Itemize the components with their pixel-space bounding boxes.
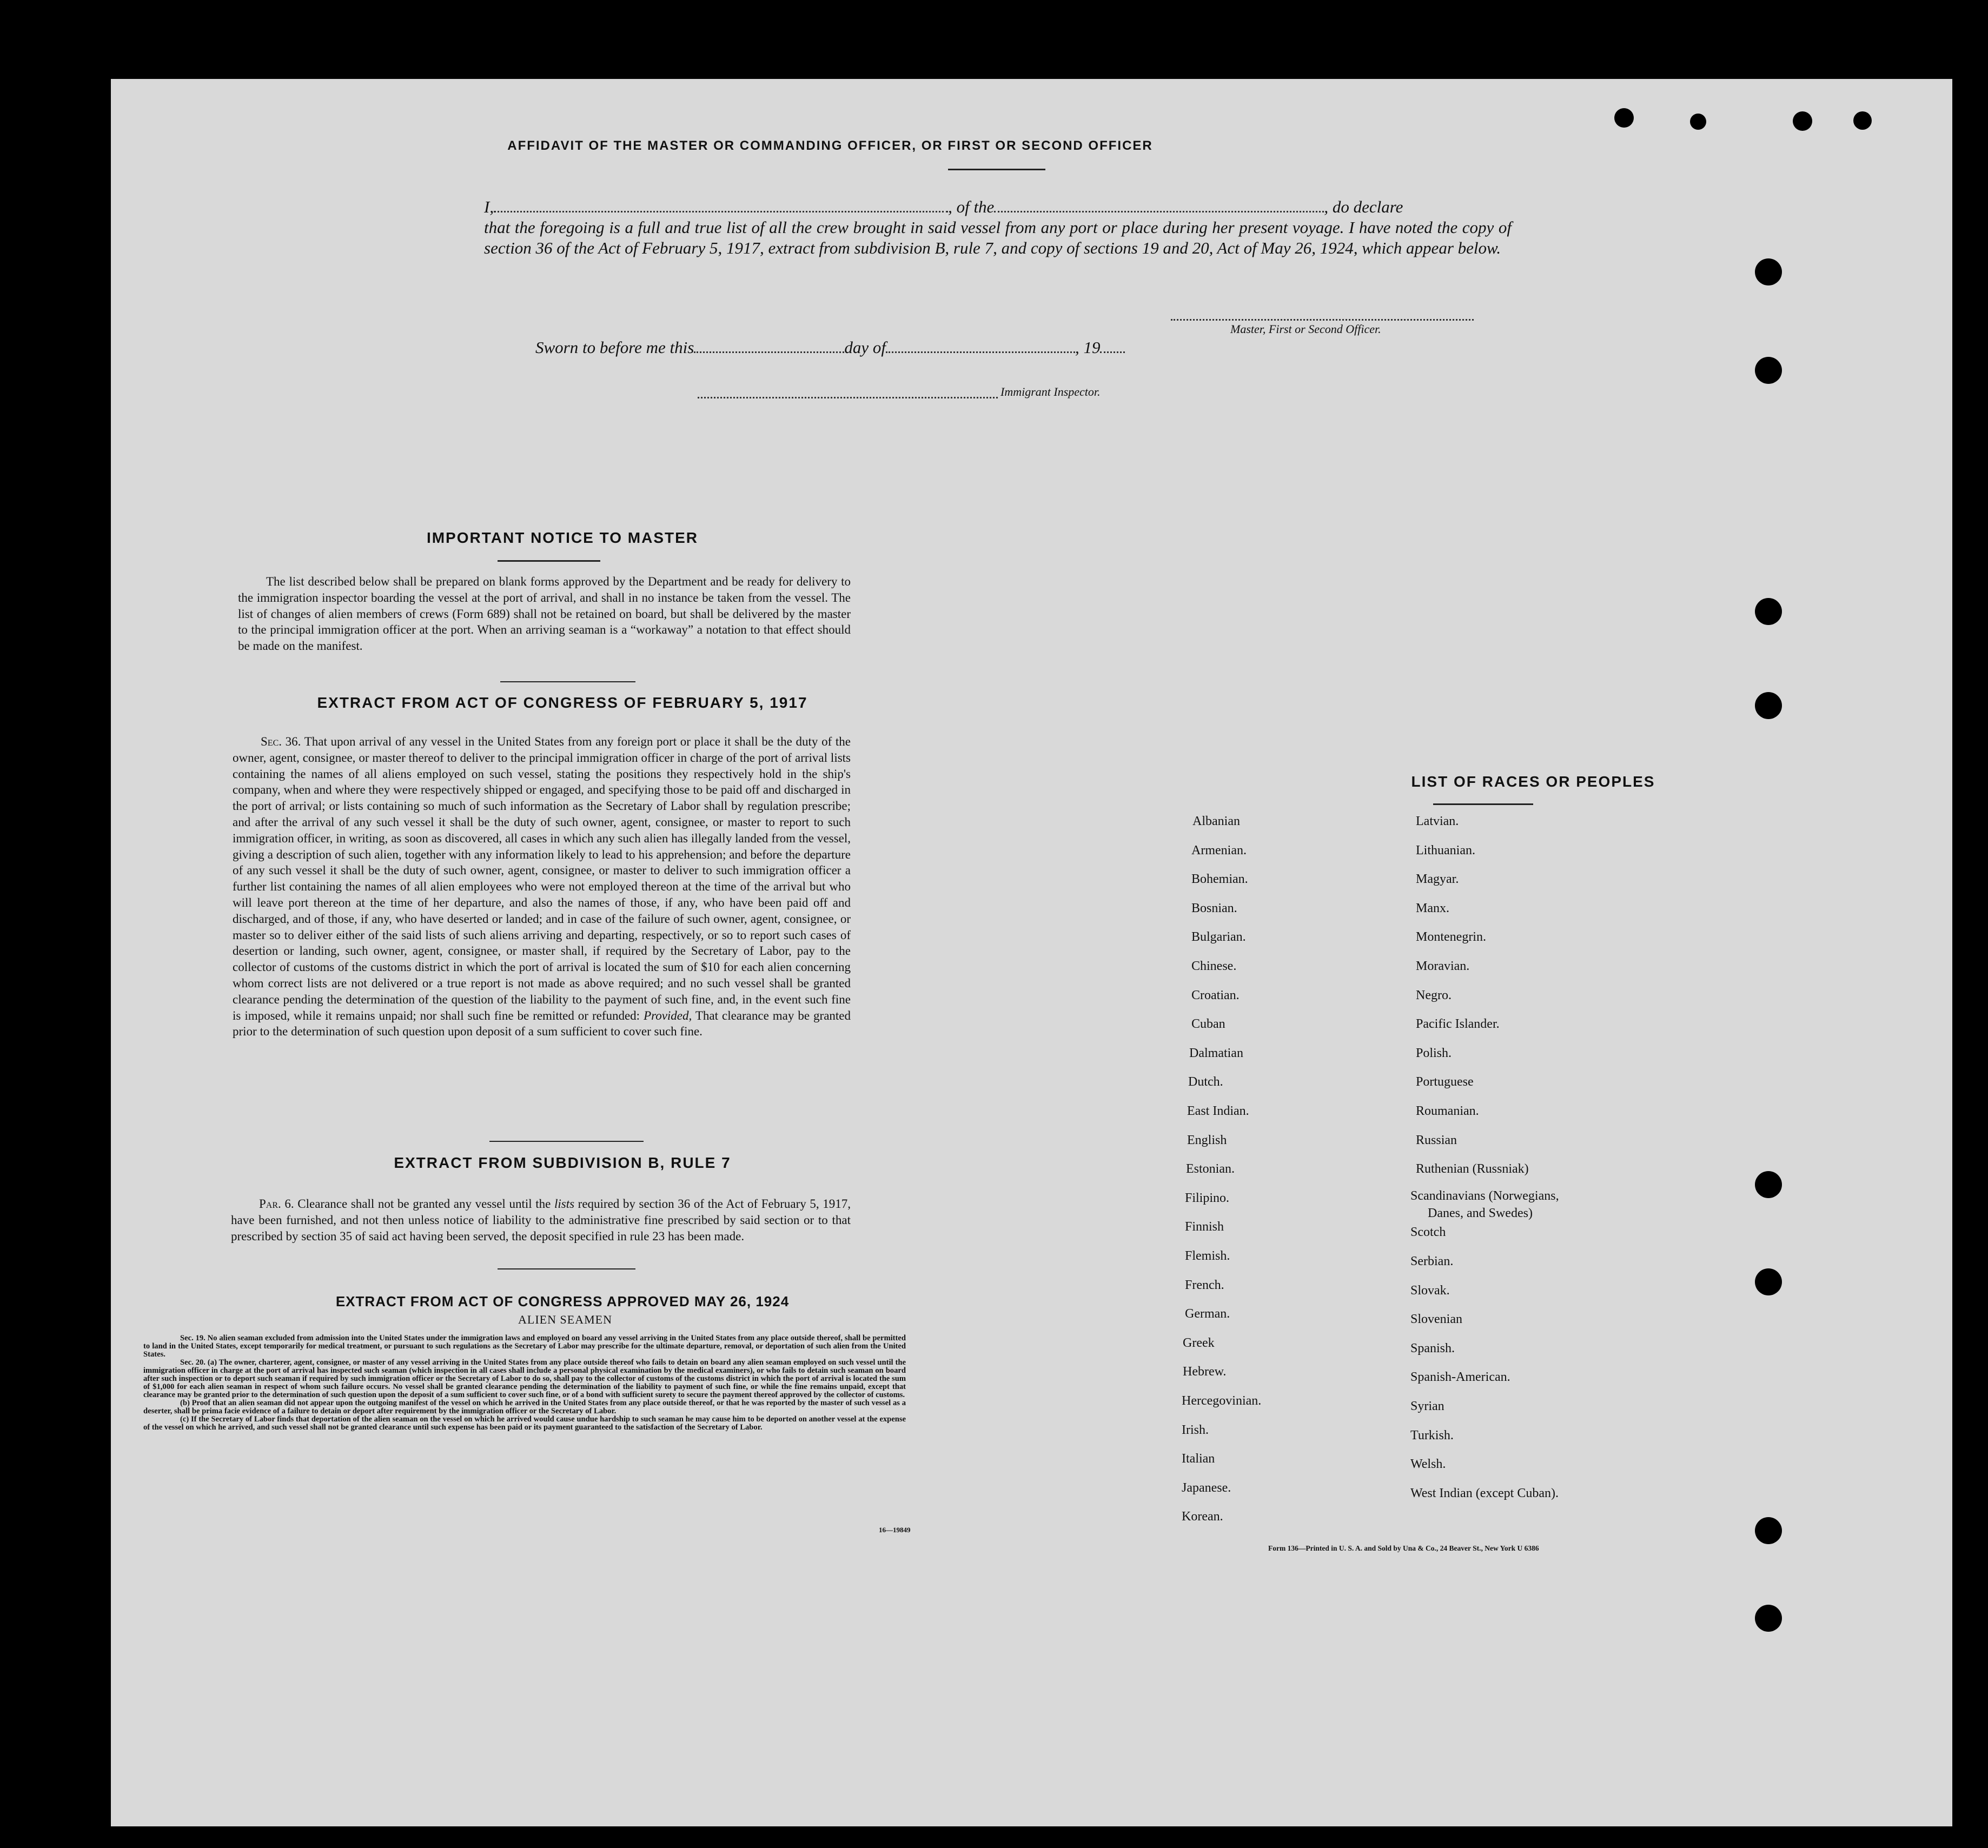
extract-1917-title: EXTRACT FROM ACT OF CONGRESS OF FEBRUARY 5, 1917: [317, 694, 808, 711]
race-left-19: Hebrew.: [1183, 1365, 1227, 1379]
race-left-13: Filipino.: [1185, 1191, 1230, 1205]
sec20a-paragraph: Sec. 20. (a) The owner, charterer, agent, consignee, or master of any vessel arriving in the United States from any place outside thereof who fails to detain on board any alien seaman employed on such vessel until the immigration officer in charge at the port of arrival has inspected such seaman (which inspection in all cases shall include a personal physical examination by the medical examiners), or who fails to detain such seaman on board after such inspection or to deport such seaman if required by such immigration officer or the Secretary of Labor to do so, shall pay to the collector of customs of the customs district in which the port of arrival is located the sum of $1,000 for each alien seaman in respect of whom such failure occurs. No vessel shall be granted clearance pending the determination of the liability to payment of such fine, or while the fine remains unpaid, except that clearance may be granted prior to the determination of such question upon the deposit of a sum sufficient to cover such fine, or of a bond with sufficient surety to secure the payment thereof approved by the collector of customs.: [143, 1358, 906, 1399]
race-right-0: Latvian.: [1416, 814, 1459, 828]
race-right-12: Ruthenian (Russniak): [1416, 1162, 1529, 1176]
alien-seamen-subtitle: ALIEN SEAMEN: [518, 1313, 612, 1326]
race-right-3: Manx.: [1416, 901, 1449, 915]
race-right-17: Slovak.: [1410, 1283, 1450, 1298]
sec20b-paragraph: (b) Proof that an alien seaman did not appear upon the outgoing manifest of the vessel on which he arrived in the United States from any place outside thereof, or that he was reported by the master of such vessel as a deserter, shall be prima facie evidence of a failure to detain or deport after requirement by the immigration officer or the Secretary of Labor.: [143, 1399, 906, 1415]
extract-1924-title: EXTRACT FROM ACT OF CONGRESS APPROVED MAY 26, 1924: [335, 1293, 790, 1309]
declaration-declare: , do declare: [1324, 197, 1403, 216]
races-title: LIST OF RACES OR PEOPLES: [1411, 773, 1655, 790]
race-left-11: English: [1187, 1133, 1227, 1147]
race-left-20: Hercegovinian.: [1182, 1394, 1262, 1408]
race-right-20: Spanish-American.: [1410, 1370, 1510, 1385]
lists-word: lists: [554, 1197, 575, 1211]
race-right-2: Magyar.: [1416, 872, 1459, 887]
race-left-9: Dutch.: [1188, 1075, 1223, 1089]
sec19-paragraph: Sec. 19. No alien seaman excluded from admission into the United States under the immigration laws and employed on board any vessel arriving in the United States from any place outside thereof, shall be permitted to land in the United States, except temporarily for medical treatment, or pursuant to such regulations as the Secretary of Labor may prescribe for the ultimate departure, removal, or deportation of such alien from the United States.: [143, 1334, 906, 1359]
race-right-7: Pacific Islander.: [1416, 1017, 1500, 1032]
race-right-15: Scotch: [1410, 1225, 1446, 1240]
race-left-4: Bulgarian.: [1191, 930, 1246, 945]
race-left-23: Japanese.: [1182, 1480, 1231, 1495]
subdivision-title: EXTRACT FROM SUBDIVISION B, RULE 7: [394, 1154, 731, 1171]
race-left-15: Flemish.: [1185, 1249, 1230, 1263]
race-left-21: Irish.: [1182, 1422, 1209, 1437]
race-left-18: Greek: [1183, 1335, 1215, 1350]
race-left-8: Dalmatian: [1189, 1046, 1243, 1060]
race-left-22: Italian: [1182, 1452, 1215, 1466]
race-right-6: Negro.: [1416, 988, 1452, 1002]
sworn-prefix: Sworn to before me this: [535, 338, 694, 357]
race-left-17: German.: [1185, 1307, 1230, 1321]
race-left-1: Armenian.: [1191, 843, 1247, 857]
race-left-0: Albanian: [1192, 814, 1240, 828]
master-signature-label: Master, First or Second Officer.: [1230, 322, 1381, 336]
inspector-signature-label: Immigrant Inspector.: [1000, 385, 1101, 398]
race-right-16: Serbian.: [1410, 1254, 1454, 1268]
race-right-14: Danes, and Swedes): [1428, 1206, 1533, 1220]
race-right-23: Welsh.: [1410, 1457, 1446, 1472]
race-left-2: Bohemian.: [1191, 872, 1248, 887]
race-left-16: French.: [1185, 1278, 1224, 1292]
race-left-12: Estonian.: [1186, 1162, 1235, 1176]
race-right-9: Portuguese: [1416, 1075, 1474, 1089]
race-left-5: Chinese.: [1191, 959, 1237, 973]
form-code: 16—19849: [879, 1526, 911, 1534]
sec36-label: Sec. 36.: [261, 735, 301, 748]
par6-text-b: required by section 36 of the Act of February 5, 1917, have been furnished, and not then unless notice of liability to the administrative fine prescribed by said section or to that prescribed by section 35 of said act having been served, the deposit specified in rule 23 has been made.: [231, 1197, 851, 1243]
declaration-of-the: , of the: [948, 197, 995, 216]
declaration-i: I,: [484, 197, 494, 216]
race-left-14: Finnish: [1185, 1220, 1224, 1234]
race-left-24: Korean.: [1182, 1510, 1223, 1524]
sec36-body: That upon arrival of any vessel in the United States from any foreign port or place it shall be the duty of the owner, agent, consignee, or master thereof to deliver to the principal immigration officer in charge of the port of arrival lists containing the names of all aliens employed on such vessel, stating the positions they respectively hold in the ship's company, when and where they were respectively shipped or engaged, and specifying those to be paid off and discharged in the port of arrival; or lists containing so much of such information as the Secretary of Labor shall by regulation prescribe; and after the arrival of any such vessel it shall be the duty of such owner, agent, consignee, or master to report to such immigration officer, in writing, as soon as discovered, all cases in which any such alien has illegally landed from the vessel, giving a description of such alien, together with any information likely to lead to his apprehension; and before the departure of any such vessel it shall be the duty of such owner, agent, consignee, or master to deliver to such immigration officer a further list containing the names of all alien employees who were not employed thereon at the time of the arrival but who will leave port thereon at the time of her departure, and also the names of those, if any, who have been paid off and discharged, and of those, if any, who have deserted or landed; and in case of the failure of such owner, agent, consignee, or master so to deliver either of the said lists of such aliens arriving and departing, respectively, or so to report such cases of desertion or landing, such owner, agent, consignee, or master shall, if required by the Secretary of Labor, pay to the collector of customs of the customs district in which the port of arrival is located the sum of $10 for each alien concerning whom correct lists are not delivered or a true report is not made as above required; and no such vessel shall be granted clearance pending the determination of the question of the liability to the payment of such fine, and, in the event such fine is imposed, while it remains unpaid; nor shall such fine be remitted or refunded:: [233, 735, 851, 1022]
sworn-year: , 19: [1075, 338, 1101, 357]
notice-title: IMPORTANT NOTICE TO MASTER: [426, 529, 699, 546]
race-right-10: Roumanian.: [1416, 1104, 1479, 1118]
race-right-8: Polish.: [1416, 1046, 1452, 1060]
race-right-18: Slovenian: [1410, 1312, 1462, 1327]
race-right-1: Lithuanian.: [1416, 843, 1475, 857]
printer-footer: Form 136—Printed in U. S. A. and Sold by Una & Co., 24 Beaver St., New York U 6386: [1268, 1544, 1539, 1552]
provided-word: Provided,: [644, 1008, 692, 1022]
race-right-19: Spanish.: [1410, 1341, 1455, 1355]
par6-label: Par. 6.: [259, 1197, 294, 1211]
declaration-body: that the foregoing is a full and true list of all the crew brought in said vessel from any port or place during her present voyage. I have noted the copy of section 36 of the Act of February 5, 1917, extract from subdivision B, rule 7, and copy of sections 19 and 20, Act of May 26, 1924, which appear below.: [484, 218, 1512, 257]
race-left-3: Bosnian.: [1191, 901, 1237, 915]
sworn-day-of: day of: [844, 338, 886, 357]
race-right-24: West Indian (except Cuban).: [1410, 1486, 1559, 1500]
races-list: [111, 79, 1952, 1826]
race-left-7: Cuban: [1191, 1017, 1225, 1032]
document-page: [111, 79, 1952, 1826]
race-right-22: Turkish.: [1410, 1428, 1454, 1442]
race-right-5: Moravian.: [1416, 959, 1470, 973]
race-right-21: Syrian: [1410, 1399, 1444, 1413]
affidavit-title: AFFIDAVIT OF THE MASTER OR COMMANDING OFFICER, OR FIRST OR SECOND OFFICER: [507, 138, 1153, 153]
race-right-13: Scandinavians (Norwegians,: [1410, 1188, 1559, 1203]
notice-paragraph: The list described below shall be prepared on blank forms approved by the Department and be ready for delivery to the immigration inspector boarding the vessel at the port of arrival, and shall in no instance be taken from the vessel. The list of changes of alien members of crews (Form 689) shall not be retained on board, but shall be delivered by the master to the principal immigration officer at the port. When an arriving seaman is a “workaway” a notation to that effect should be made on the manifest.: [238, 575, 851, 653]
race-right-11: Russian: [1416, 1133, 1457, 1147]
race-right-4: Montenegrin.: [1416, 930, 1486, 945]
race-left-6: Croatian.: [1191, 988, 1240, 1002]
sec36-end: That clearance may be granted prior to the determination of such question upon deposit of a sum sufficient to cover such fine.: [233, 1008, 851, 1039]
par6-text-a: Clearance shall not be granted any vessel until the: [297, 1197, 551, 1211]
race-left-10: East Indian.: [1187, 1104, 1249, 1118]
sec20c-paragraph: (c) If the Secretary of Labor finds that deportation of the alien seaman on the vessel on which he arrived would cause undue hardship to such seaman he may cause him to be deported on another vessel at the expense of the vessel on which he arrived, and such vessel shall not be granted clearance until such expense has been paid or its payment guaranteed to the satisfaction of the Secretary of Labor.: [143, 1415, 906, 1432]
